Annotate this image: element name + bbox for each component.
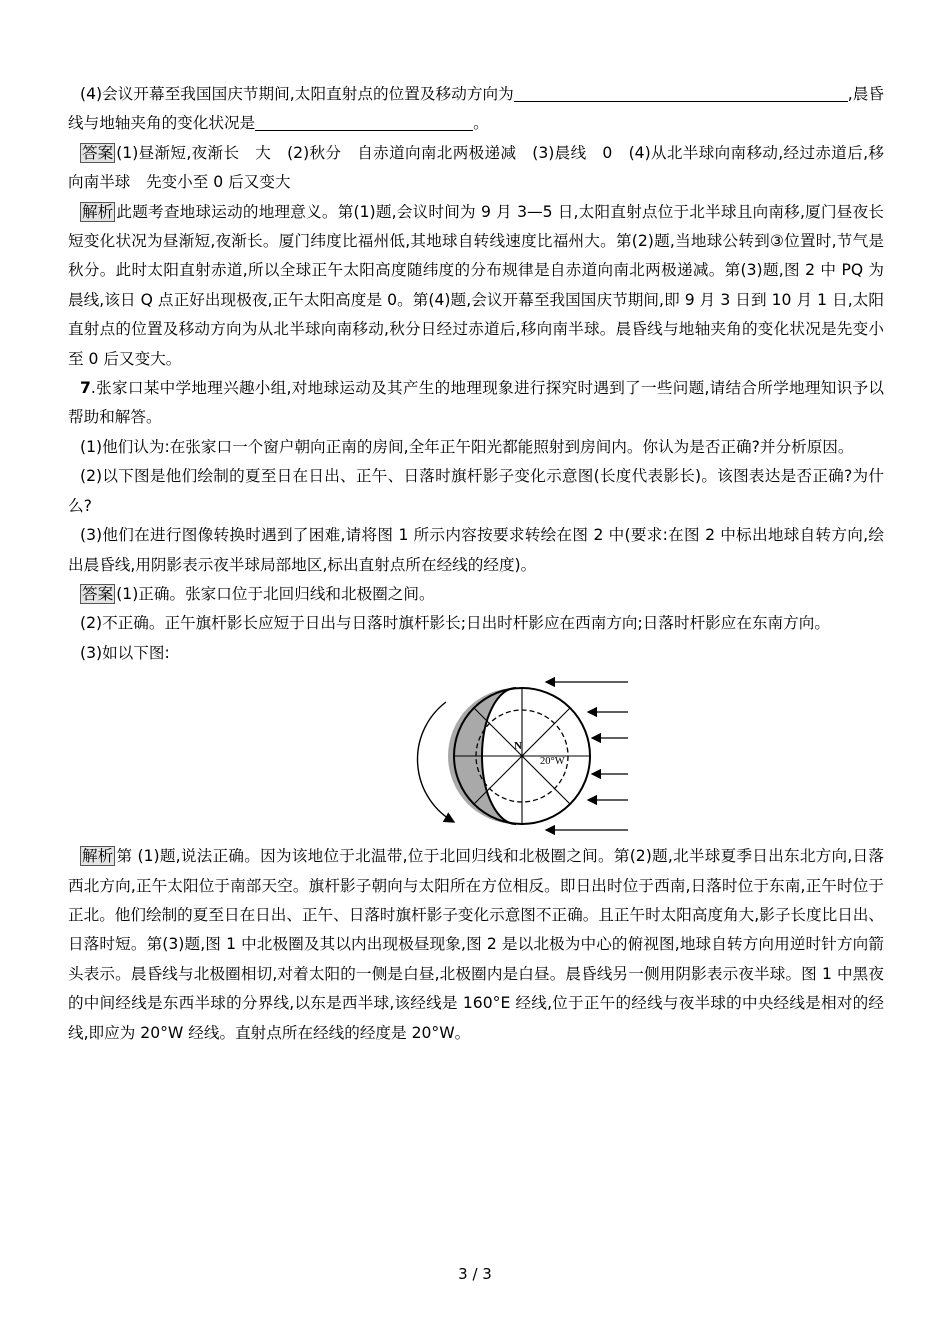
answer-tag: 答案: [82, 143, 114, 162]
q7-answer-3: (3)如以下图:: [80, 643, 170, 662]
q7-answer-2: (2)不正确。正午旗杆影长应短于日出与日落时旗杆影长;日出时杆影应在西南方向;日落时杆影应在东南方向。: [80, 614, 830, 633]
answer-blank[interactable]: [514, 83, 848, 102]
q7-stem-text: .张家口某中学地理兴趣小组,对地球运动及其产生的地理现象进行探究时遇到了一些问题,请结合所学地理知识予以帮助和解答。: [68, 379, 884, 427]
pole-label: N: [514, 740, 522, 753]
longitude-label: 20°W: [540, 756, 565, 768]
q7-part1: (1)他们认为:在张家口一个窗户朝向正南的房间,全年正午阳光都能照射到房间内。你认为是否正确?并分析原因。: [80, 437, 854, 456]
q7-part2: (2)以下图是他们绘制的夏至日在日出、正午、日落时旗杆影子变化示意图(长度代表影长)。该图表达是否正确?为什么?: [68, 467, 884, 515]
q7-answer-1-text: (1)正确。张家口位于北回归线和北极圈之间。: [116, 584, 435, 603]
q6-analysis-text: 此题考查地球运动的地理意义。第(1)题,会议时间为 9 月 3—5 日,太阳直射点位于北半球且向南移,厦门昼夜长短变化状况为昼渐短,夜渐长。厦门纬度比福州低,其地球自转线速度比福州大。第(2)题,当地球公转到③位置时,节气是秋分。此时太阳直射赤道,所以全球正午太阳高度随纬度的分布规律是自赤道向南北两极递减。第(3)题,图 2 中 PQ 为晨线,该日 Q 点正好出现极夜,正午太阳高度是 0。第(4)题,会议开幕至我国国庆节期间,即 9 月 3 日到 10 月 1 日,太阳直射点的位置及移动方向为从北半球向南移动,秋分日经过赤道后,移向南半球。晨昏线与地轴夹角的变化状况是先变小至 0 后又变大。: [68, 202, 884, 368]
q7-part3: (3)他们在进行图像转换时遇到了困难,请将图 1 所示内容按要求转绘在图 2 中(要求:在图 2 中标出地球自转方向,绘出晨昏线,用阴影表示夜半球局部地区,标出直射点所在经线的经度)。: [68, 526, 884, 574]
q7-stem: [68, 374, 884, 433]
q7-analysis-text: 第 (1)题,说法正确。因为该地位于北温带,位于北回归线和北极圈之间。第(2)题,北半球夏季日出东北方向,日落西北方向,正午太阳位于南部天空。旗杆影子朝向与太阳所在方位相反。即日出时位于西南,日落时位于东南,正午时位于正北。他们绘制的夏至日在日出、正午、日落时旗杆影子变化示意图不正确。且正午时太阳高度角大,影子长度比日出、日落时短。第(3)题,图 1 中北极圈及其以内出现极昼现象,图 2 是以北极为中心的俯视图,地球自转方向用逆时针方向箭头表示。晨昏线与北极圈相切,对着太阳的一侧是白昼,北极圈内是白昼。晨昏线另一侧用阴影表示夜半球。图 1 中黑夜的中间经线是东西半球的分界线,以东是西半球,该经线是 160°E 经线,位于正午的经线与夜半球的中央经线是相对的经线,即应为 20°W 经线。直射点所在经线的经度是 20°W。: [68, 847, 884, 1042]
answer-tag: 答案: [82, 584, 114, 603]
q6-part4-question-b: ,晨昏线与地轴夹角的变化状况是: [68, 85, 885, 133]
page-content: [68, 80, 884, 1048]
answer-blank[interactable]: [255, 112, 473, 131]
q6-part4-question: [68, 80, 884, 139]
q6-answer-text: (1)昼渐短,夜渐长 大 (2)秋分 自赤道向南北两极递减 (3)晨线 0 (4)从北半球向南移动,经过赤道后,移向南半球 先变小至 0 后又变大: [68, 143, 884, 192]
analysis-tag: 解析: [82, 847, 114, 866]
q7-analysis: [68, 842, 884, 1048]
q7-number: 7: [80, 379, 91, 398]
analysis-tag: 解析: [82, 202, 114, 221]
q6-analysis: [68, 198, 884, 374]
polar-view-figure: [68, 672, 884, 840]
q6-answer: [68, 139, 884, 198]
q6-part4-question-a: (4)会议开幕至我国国庆节期间,太阳直射点的位置及移动方向为: [80, 85, 514, 103]
q6-part4-question-end: 。: [473, 114, 489, 133]
polar-diagram: [406, 672, 638, 840]
q7-answer-1: [68, 580, 884, 609]
page-number: 3 / 3: [458, 1265, 492, 1283]
